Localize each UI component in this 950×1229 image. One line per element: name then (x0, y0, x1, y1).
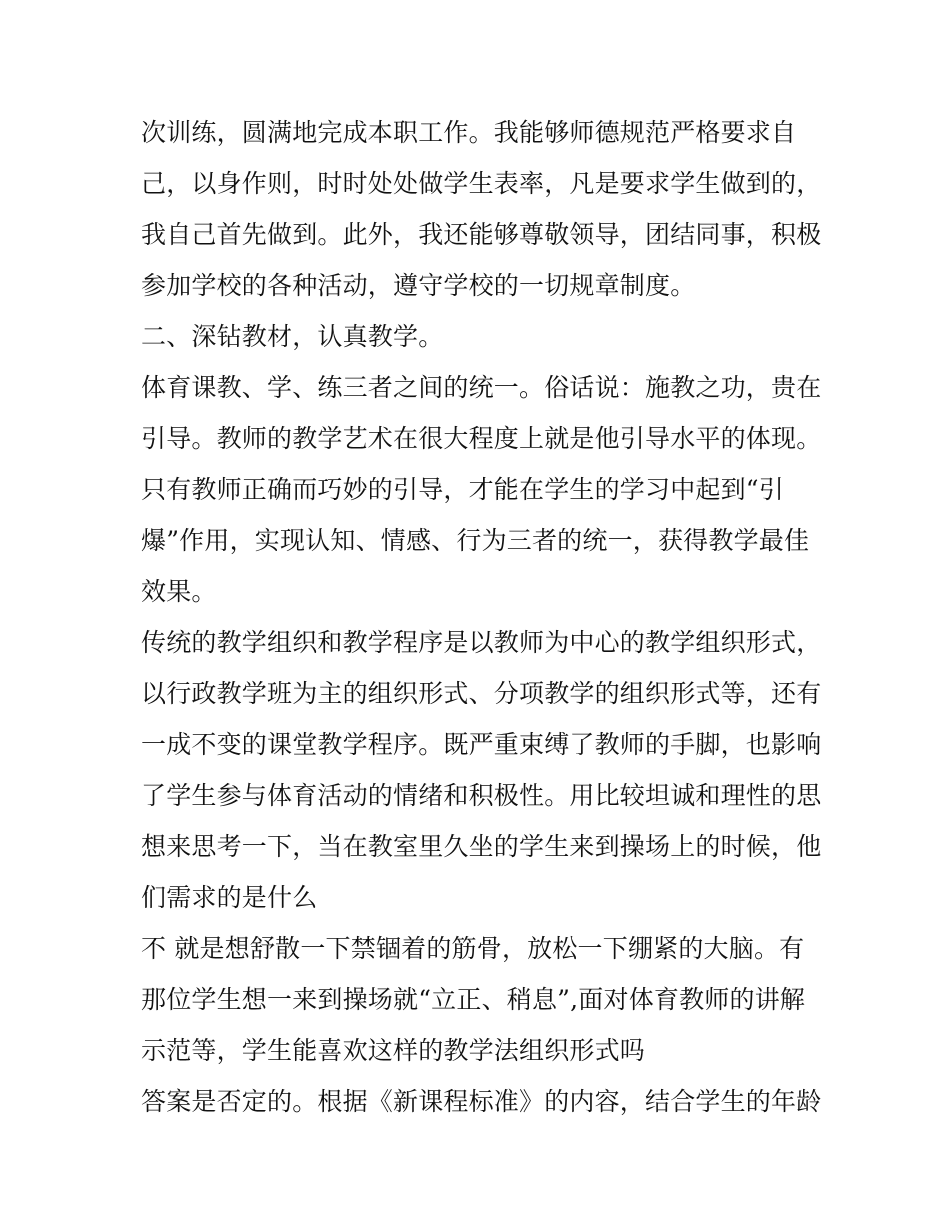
text-line: 体育课教、学、练三者之间的统一。俗话说：施教之功，贵在 (141, 373, 822, 402)
text-line: 们需求的是什么 (141, 883, 318, 912)
text-line: 了学生参与体育活动的情绪和积极性。用比较坦诚和理性的思 (141, 781, 822, 810)
text-line: 那位学生想一来到操场就“立正、稍息”,面对体育教师的讲解 (141, 985, 806, 1014)
text-line: 传统的教学组织和教学程序是以教师为中心的教学组织形式， (141, 628, 822, 657)
text-line: 己，以身作则，时时处处做学生表率，凡是要求学生做到的， (141, 169, 822, 198)
text-line: 不 就是想舒散一下禁锢着的筋骨，放松一下绷紧的大脑。有 (141, 934, 805, 963)
text-line: 一成不变的课堂教学程序。既严重束缚了教师的手脚，也影响 (141, 730, 822, 759)
text-line: 我自己首先做到。此外，我还能够尊敬领导，团结同事，积极 (141, 220, 822, 249)
section-heading: 二、深钻教材，认真教学。 (141, 322, 444, 351)
text-line: 以行政教学班为主的组织形式、分项教学的组织形式等，还有 (141, 679, 822, 708)
text-line: 想来思考一下，当在教室里久坐的学生来到操场上的时候，他 (141, 832, 822, 861)
text-line: 引导。教师的教学艺术在很大程度上就是他引导水平的体现。 (141, 424, 822, 453)
text-line: 只有教师正确而巧妙的引导，才能在学生的学习中起到“引 (141, 475, 784, 504)
text-line: 参加学校的各种活动，遵守学校的一切规章制度。 (141, 271, 696, 300)
text-line: 答案是否定的。根据《新课程标准》的内容，结合学生的年龄 (141, 1087, 822, 1116)
text-line: 次训练，圆满地完成本职工作。我能够师德规范严格要求自 (141, 118, 797, 147)
document-body (141, 107, 821, 1127)
text-line: 示范等，学生能喜欢这样的教学法组织形式吗 (141, 1036, 646, 1065)
text-line: 爆”作用，实现认知、情感、行为三者的统一，获得教学最佳 (141, 526, 810, 555)
text-line: 效果。 (141, 577, 217, 606)
